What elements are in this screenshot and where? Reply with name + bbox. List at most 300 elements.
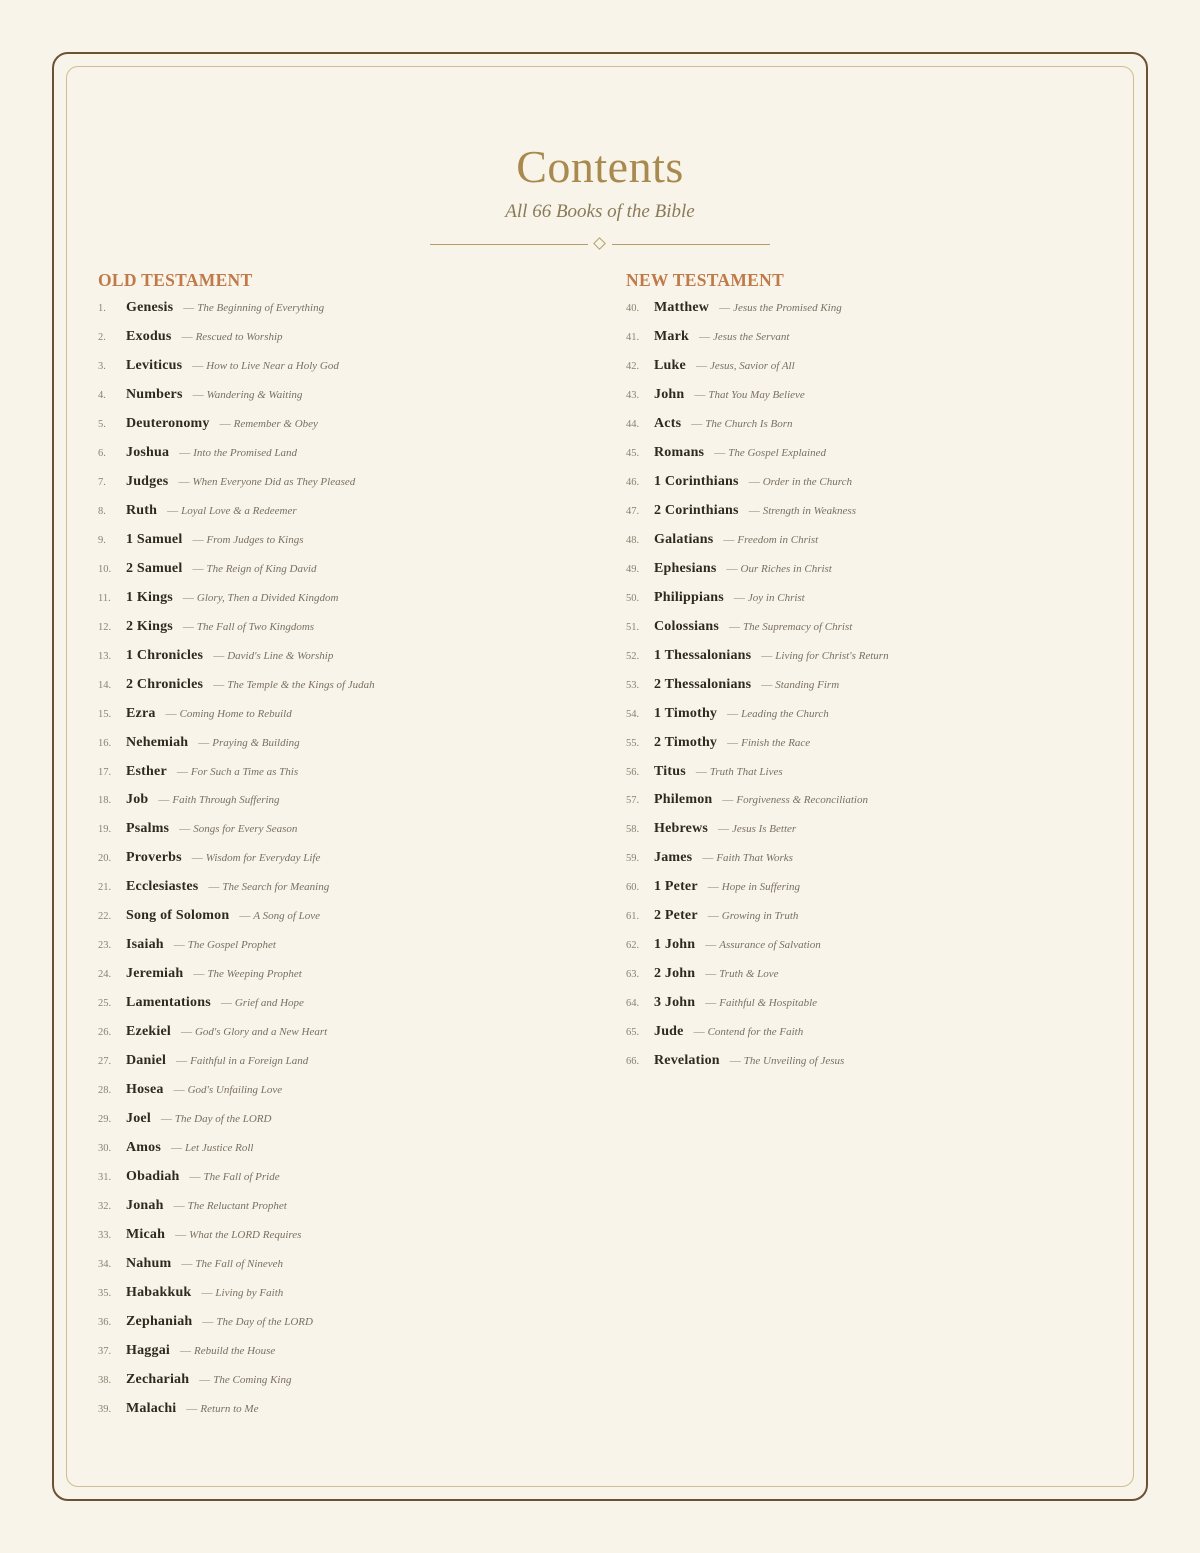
book-theme: Jesus the Promised King	[733, 302, 842, 314]
book-number: 16.	[98, 737, 112, 749]
book-theme: The Unveiling of Jesus	[743, 1055, 845, 1068]
book-number: 62.	[626, 940, 640, 952]
theme-separator: —	[726, 562, 738, 575]
new-testament-column	[626, 268, 1126, 1078]
book-name: Exodus	[126, 328, 172, 344]
book-theme: Coming Home to Rebuild	[179, 707, 292, 720]
book-entry[interactable]	[98, 528, 598, 557]
book-number: 58.	[626, 824, 640, 836]
book-name: Nehemiah	[126, 734, 189, 750]
theme-separator: —	[718, 823, 730, 836]
book-entry[interactable]	[98, 1078, 598, 1107]
book-number: 17.	[98, 766, 112, 778]
theme-separator: —	[182, 591, 194, 604]
theme-separator: —	[167, 504, 179, 517]
book-number: 15.	[98, 708, 112, 720]
book-theme: Return to Me	[200, 1402, 259, 1415]
old-testament-book-list	[98, 296, 598, 1426]
book-entry[interactable]	[98, 296, 598, 325]
book-number: 51.	[626, 621, 640, 633]
new-testament-book-list	[626, 296, 1126, 1078]
book-theme: Faith That Works	[716, 852, 793, 865]
book-theme: The Fall of Pride	[203, 1171, 280, 1184]
book-entry[interactable]	[98, 1310, 598, 1339]
book-theme: Into the Promised Land	[193, 446, 298, 459]
book-name: Daniel	[126, 1053, 167, 1069]
book-name: Mark	[654, 328, 690, 344]
book-number: 18.	[98, 795, 112, 807]
theme-separator: —	[727, 736, 739, 749]
book-entry[interactable]	[98, 441, 598, 470]
book-number: 3.	[98, 360, 106, 372]
book-theme: When Everyone Did as They Pleased	[192, 475, 356, 488]
book-number: 24.	[98, 969, 112, 981]
book-theme: Truth & Love	[719, 968, 779, 981]
book-entry[interactable]	[626, 557, 1126, 586]
book-theme: Remember & Obey	[233, 417, 318, 430]
book-name: Ecclesiastes	[126, 879, 199, 895]
theme-separator: —	[729, 1055, 741, 1068]
book-number: 31.	[98, 1172, 112, 1184]
theme-separator: —	[695, 765, 707, 778]
book-entry[interactable]	[626, 702, 1126, 731]
book-entry[interactable]	[626, 586, 1126, 615]
theme-separator: —	[695, 359, 707, 372]
book-number: 8.	[98, 505, 106, 517]
book-number: 57.	[626, 795, 640, 807]
book-name: 2 Thessalonians	[654, 676, 752, 692]
book-name: Matthew	[654, 300, 710, 315]
book-name: 1 Peter	[654, 879, 698, 895]
book-name: Ezra	[126, 705, 156, 721]
book-name: Nahum	[126, 1255, 172, 1271]
book-name: Revelation	[654, 1053, 720, 1069]
book-entry[interactable]	[98, 557, 598, 586]
book-name: Malachi	[126, 1400, 177, 1416]
book-theme: The Beginning of Everything	[197, 302, 325, 314]
theme-separator: —	[239, 910, 251, 923]
book-entry[interactable]	[98, 615, 598, 644]
book-number: 23.	[98, 940, 112, 952]
book-name: Haggai	[126, 1342, 170, 1358]
book-name: John	[654, 386, 685, 402]
theme-separator: —	[191, 852, 203, 865]
book-entry[interactable]	[626, 673, 1126, 702]
book-theme: A Song of Love	[253, 910, 321, 923]
book-name: Colossians	[654, 618, 720, 634]
book-number: 20.	[98, 853, 112, 865]
book-entry[interactable]	[98, 1339, 598, 1368]
book-name: Joel	[126, 1111, 151, 1127]
book-number: 42.	[626, 360, 640, 372]
book-theme: David's Line & Worship	[227, 649, 334, 662]
page-subtitle: All 66 Books of the Bible	[505, 201, 695, 222]
book-entry[interactable]	[98, 586, 598, 615]
book-number: 56.	[626, 766, 640, 778]
book-number: 30.	[98, 1143, 112, 1155]
book-theme: The Gospel Prophet	[187, 939, 276, 952]
theme-separator: —	[702, 852, 714, 865]
book-entry[interactable]	[626, 383, 1126, 412]
book-number: 45.	[626, 447, 640, 459]
book-name: Habakkuk	[126, 1284, 192, 1300]
book-entry[interactable]	[98, 354, 598, 383]
book-theme: The Reluctant Prophet	[187, 1200, 287, 1213]
book-name: 2 Corinthians	[654, 502, 739, 518]
book-number: 55.	[626, 737, 640, 749]
book-name: 1 John	[654, 937, 696, 953]
book-theme: Forgiveness & Reconciliation	[736, 794, 868, 807]
theme-separator: —	[707, 910, 719, 923]
book-number: 47.	[626, 505, 640, 517]
theme-separator: —	[179, 823, 191, 836]
book-theme: Grief and Hope	[234, 997, 304, 1010]
book-name: 2 Kings	[126, 618, 173, 634]
book-theme: Living for Christ's Return	[775, 649, 889, 662]
book-theme: Praying & Building	[212, 736, 300, 749]
book-name: Deuteronomy	[126, 415, 210, 431]
book-name: 2 Peter	[654, 908, 698, 924]
theme-separator: —	[186, 1402, 198, 1415]
book-entry[interactable]	[98, 846, 598, 875]
book-entry[interactable]	[98, 412, 598, 441]
book-theme: Our Riches in Christ	[740, 562, 832, 575]
book-entry[interactable]	[98, 991, 598, 1020]
book-name: 1 Kings	[126, 589, 173, 605]
book-number: 9.	[98, 534, 106, 546]
book-name: Ruth	[126, 502, 158, 518]
book-entry[interactable]	[626, 615, 1126, 644]
book-entry[interactable]	[626, 499, 1126, 528]
book-theme: Truth That Lives	[709, 765, 783, 778]
theme-separator: —	[192, 533, 204, 546]
book-number: 48.	[626, 534, 640, 546]
book-theme: God's Glory and a New Heart	[194, 1026, 328, 1039]
diamond-divider-icon	[593, 237, 606, 250]
book-entry[interactable]	[626, 760, 1126, 789]
book-number: 37.	[98, 1345, 112, 1357]
book-number: 10.	[98, 563, 112, 575]
book-entry[interactable]	[98, 1049, 598, 1078]
book-entry[interactable]	[98, 875, 598, 904]
old-testament-heading: OLD TESTAMENT	[98, 270, 253, 290]
theme-separator: —	[705, 997, 717, 1010]
book-number: 50.	[626, 592, 640, 604]
theme-separator: —	[179, 1344, 191, 1357]
book-theme: Wisdom for Everyday Life	[205, 852, 321, 865]
book-theme: Let Justice Roll	[185, 1142, 254, 1155]
book-name: Proverbs	[126, 850, 182, 866]
book-number: 11.	[98, 592, 111, 604]
theme-separator: —	[178, 475, 190, 488]
book-name: Hosea	[126, 1082, 164, 1098]
book-entry[interactable]	[626, 788, 1126, 817]
book-theme: Standing Firm	[775, 678, 840, 691]
book-theme: What the LORD Requires	[189, 1229, 302, 1241]
book-number: 22.	[98, 911, 112, 923]
book-entry[interactable]	[98, 1136, 598, 1165]
theme-separator: —	[202, 1315, 214, 1328]
theme-separator: —	[722, 794, 734, 807]
book-number: 34.	[98, 1258, 112, 1270]
book-entry[interactable]	[626, 817, 1126, 846]
book-number: 38.	[98, 1374, 112, 1386]
book-theme: The Temple & the Kings of Judah	[227, 678, 375, 691]
book-number: 63.	[626, 969, 640, 981]
book-entry[interactable]	[626, 296, 1126, 325]
book-entry[interactable]	[626, 991, 1126, 1020]
book-name: Luke	[654, 357, 686, 373]
book-name: Jonah	[126, 1198, 164, 1214]
theme-separator: —	[705, 939, 717, 952]
theme-separator: —	[192, 388, 204, 401]
book-entry[interactable]	[626, 904, 1126, 933]
book-name: Galatians	[654, 531, 714, 547]
book-theme: Freedom in Christ	[737, 533, 819, 546]
theme-separator: —	[723, 533, 735, 546]
book-number: 66.	[626, 1056, 640, 1068]
book-name: Zechariah	[126, 1371, 190, 1387]
book-entry[interactable]	[98, 702, 598, 731]
book-name: 2 Timothy	[654, 734, 718, 750]
book-entry[interactable]	[98, 1107, 598, 1136]
book-entry[interactable]	[626, 441, 1126, 470]
old-testament-column	[98, 268, 598, 1426]
theme-separator: —	[761, 649, 773, 662]
book-name: 1 Thessalonians	[654, 647, 752, 663]
book-theme: The Church Is Born	[705, 417, 793, 430]
book-theme: Living by Faith	[215, 1286, 284, 1299]
book-number: 33.	[98, 1230, 112, 1241]
book-theme: Faith Through Suffering	[172, 794, 280, 807]
book-entry[interactable]	[98, 1223, 598, 1252]
book-entry[interactable]	[98, 817, 598, 846]
book-number: 43.	[626, 389, 640, 401]
theme-separator: —	[192, 562, 204, 575]
book-name: 2 Samuel	[126, 560, 183, 576]
theme-separator: —	[213, 649, 225, 662]
book-entry[interactable]	[98, 383, 598, 412]
book-number: 14.	[98, 679, 112, 691]
book-number: 52.	[626, 650, 640, 662]
theme-separator: —	[705, 968, 717, 981]
title-divider	[430, 236, 770, 252]
book-number: 44.	[626, 418, 640, 430]
theme-separator: —	[165, 707, 177, 720]
book-name: 1 Chronicles	[126, 647, 204, 663]
book-entry[interactable]	[626, 846, 1126, 875]
book-theme: Contend for the Faith	[707, 1026, 804, 1039]
book-theme: The Coming King	[213, 1373, 292, 1386]
book-entry[interactable]	[98, 1281, 598, 1310]
book-name: 1 Samuel	[126, 531, 183, 547]
book-theme: The Supremacy of Christ	[743, 620, 853, 633]
book-entry[interactable]	[98, 673, 598, 702]
book-entry[interactable]	[98, 933, 598, 962]
book-theme: That You May Believe	[708, 388, 805, 401]
theme-separator: —	[171, 1142, 183, 1155]
book-theme: The Weeping Prophet	[207, 968, 302, 981]
book-name: Numbers	[126, 386, 183, 402]
theme-separator: —	[727, 707, 739, 720]
book-theme: Jesus the Servant	[713, 330, 790, 343]
book-entry[interactable]	[626, 1020, 1126, 1049]
book-entry[interactable]	[98, 325, 598, 354]
book-entry[interactable]	[98, 731, 598, 760]
book-theme: Jesus Is Better	[732, 823, 797, 836]
book-number: 12.	[98, 621, 112, 633]
theme-separator: —	[748, 475, 760, 488]
book-name: 1 Corinthians	[654, 473, 739, 489]
book-number: 2.	[98, 331, 106, 343]
book-entry[interactable]	[98, 1252, 598, 1281]
book-theme: From Judges to Kings	[206, 533, 304, 546]
theme-separator: —	[691, 417, 703, 430]
book-theme: Order in the Church	[762, 475, 853, 488]
book-number: 40.	[626, 303, 640, 314]
book-number: 35.	[98, 1287, 112, 1299]
book-theme: The Gospel Explained	[728, 446, 826, 459]
book-name: Judges	[126, 473, 169, 489]
book-name: 2 John	[654, 966, 696, 982]
book-theme: Leading the Church	[741, 707, 829, 720]
book-theme: Strength in Weakness	[762, 504, 856, 517]
book-entry[interactable]	[626, 731, 1126, 760]
book-entry[interactable]	[98, 1165, 598, 1194]
book-entry[interactable]	[98, 1368, 598, 1397]
theme-separator: —	[199, 1373, 211, 1386]
book-name: Philippians	[654, 589, 724, 605]
book-entry[interactable]	[98, 1397, 598, 1426]
book-name: James	[654, 850, 693, 866]
book-number: 60.	[626, 882, 640, 894]
new-testament-heading: NEW TESTAMENT	[626, 270, 785, 290]
book-entry[interactable]	[98, 470, 598, 499]
book-name: Lamentations	[126, 995, 211, 1011]
theme-separator: —	[180, 1026, 192, 1039]
book-entry[interactable]	[626, 644, 1126, 673]
divider-line-right	[612, 244, 770, 245]
theme-separator: —	[183, 302, 195, 314]
book-number: 65.	[626, 1027, 640, 1039]
theme-separator: —	[213, 678, 225, 691]
book-entry[interactable]	[626, 1049, 1126, 1078]
theme-separator: —	[189, 1171, 201, 1184]
theme-separator: —	[707, 881, 719, 894]
book-entry[interactable]	[626, 412, 1126, 441]
book-name: Obadiah	[126, 1169, 180, 1185]
book-number: 7.	[98, 476, 106, 488]
book-theme: Jesus, Savior of All	[709, 359, 795, 372]
book-name: Esther	[126, 763, 167, 779]
theme-separator: —	[761, 678, 773, 691]
theme-separator: —	[699, 330, 711, 343]
book-entry[interactable]	[626, 470, 1126, 499]
book-entry[interactable]	[98, 904, 598, 933]
book-name: Philemon	[654, 792, 713, 808]
book-theme: The Fall of Two Kingdoms	[196, 620, 315, 633]
theme-separator: —	[693, 1026, 705, 1039]
book-entry[interactable]	[98, 760, 598, 789]
book-theme: Finish the Race	[741, 736, 811, 749]
theme-separator: —	[208, 881, 220, 894]
book-number: 26.	[98, 1027, 112, 1039]
theme-separator: —	[181, 330, 193, 343]
book-number: 54.	[626, 708, 640, 720]
theme-separator: —	[193, 968, 205, 981]
book-number: 32.	[98, 1201, 112, 1213]
book-number: 1.	[98, 303, 106, 314]
book-name: Genesis	[126, 300, 174, 315]
page-title: Contents	[516, 141, 684, 192]
book-theme: The Reign of King David	[206, 562, 317, 575]
book-theme: Songs for Every Season	[193, 823, 298, 836]
theme-separator: —	[748, 504, 760, 517]
book-number: 29.	[98, 1114, 112, 1126]
divider-line-left	[430, 244, 588, 245]
theme-separator: —	[694, 388, 706, 401]
book-theme: Faithful & Hospitable	[719, 997, 818, 1010]
book-theme: How to Live Near a Holy God	[206, 359, 339, 372]
book-number: 39.	[98, 1403, 112, 1415]
book-entry[interactable]	[98, 499, 598, 528]
theme-separator: —	[714, 446, 726, 459]
book-theme: Growing in Truth	[721, 910, 799, 923]
book-entry[interactable]	[98, 644, 598, 673]
book-entry[interactable]	[98, 1020, 598, 1049]
theme-separator: —	[160, 1113, 172, 1126]
theme-separator: —	[220, 997, 232, 1010]
book-name: Jude	[654, 1024, 684, 1040]
book-number: 5.	[98, 418, 106, 430]
book-theme: Rebuild the House	[193, 1344, 276, 1357]
book-name: Hebrews	[654, 821, 709, 837]
book-name: Isaiah	[126, 937, 164, 953]
theme-separator: —	[175, 1229, 187, 1241]
book-number: 4.	[98, 389, 106, 401]
book-entry[interactable]	[626, 325, 1126, 354]
book-entry[interactable]	[626, 875, 1126, 904]
book-number: 41.	[626, 331, 640, 343]
theme-separator: —	[173, 939, 185, 952]
theme-separator: —	[158, 794, 170, 807]
book-name: 2 Chronicles	[126, 676, 204, 692]
theme-separator: —	[173, 1084, 185, 1097]
theme-separator: —	[182, 620, 194, 633]
book-entry[interactable]	[626, 933, 1126, 962]
book-number: 64.	[626, 998, 640, 1010]
book-entry[interactable]	[98, 962, 598, 991]
book-theme: The Day of the LORD	[216, 1315, 313, 1328]
book-number: 28.	[98, 1085, 112, 1097]
book-theme: God's Unfailing Love	[187, 1084, 283, 1097]
book-number: 59.	[626, 853, 640, 865]
book-name: Romans	[654, 444, 705, 460]
theme-separator: —	[719, 302, 731, 314]
book-number: 25.	[98, 998, 112, 1010]
book-entry[interactable]	[626, 528, 1126, 557]
book-entry[interactable]	[626, 354, 1126, 383]
theme-separator: —	[179, 446, 191, 459]
book-theme: For Such a Time as This	[190, 765, 299, 778]
book-entry[interactable]	[98, 788, 598, 817]
book-entry[interactable]	[98, 1194, 598, 1223]
book-number: 19.	[98, 824, 112, 836]
book-name: Psalms	[126, 821, 170, 837]
book-name: Micah	[126, 1227, 166, 1242]
theme-separator: —	[181, 1257, 193, 1270]
book-entry[interactable]	[626, 962, 1126, 991]
